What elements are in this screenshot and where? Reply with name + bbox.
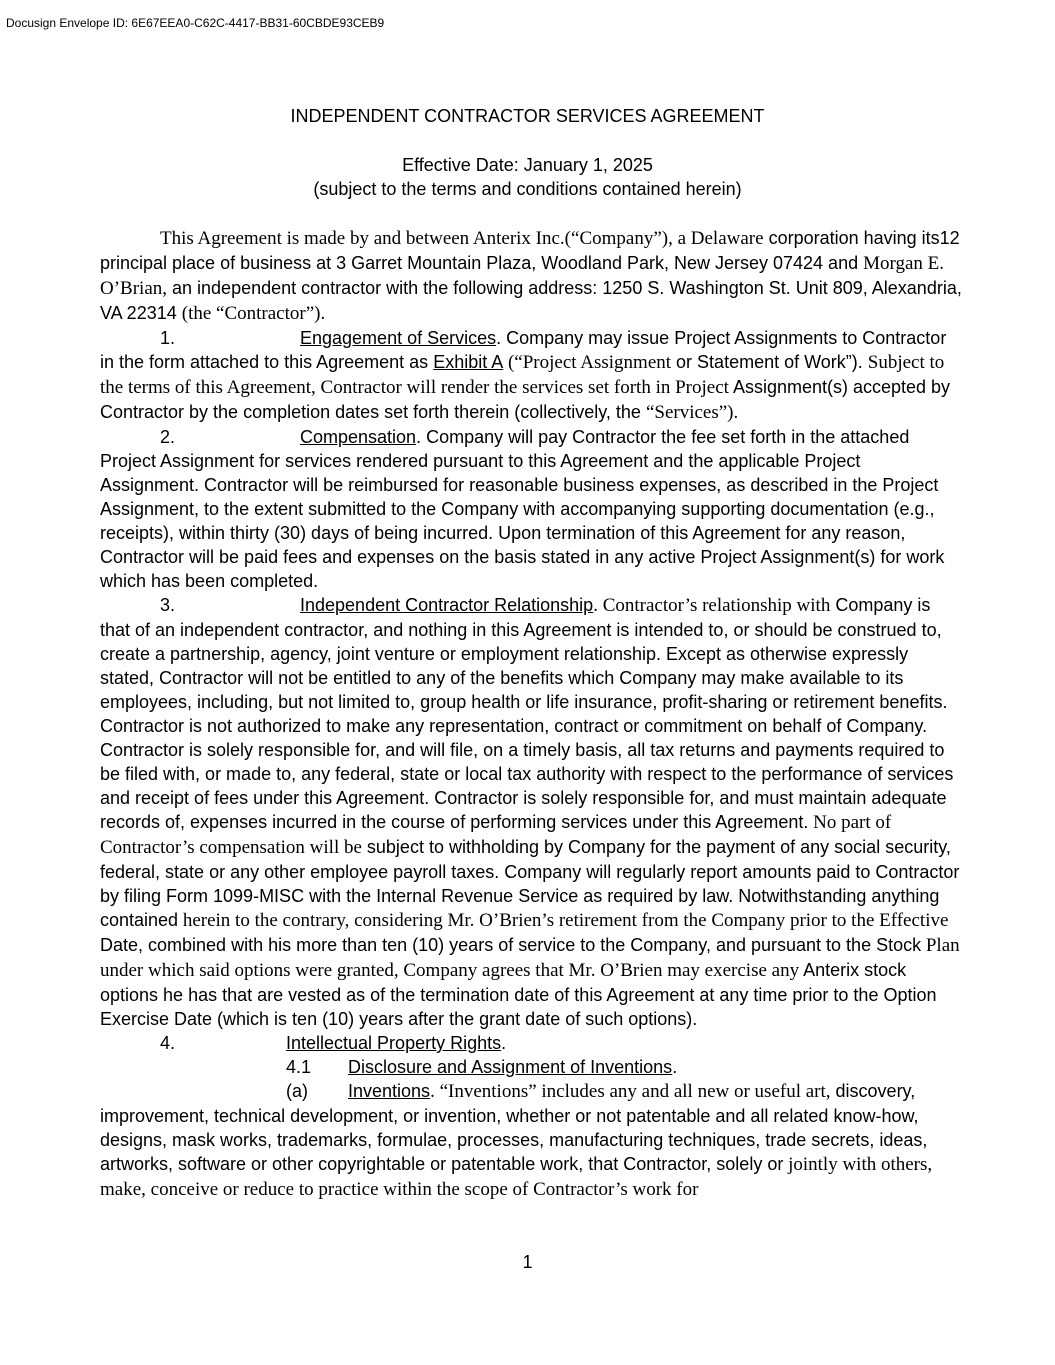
section-3-text-b: subject to withholding by Company for the payment of any social security, federal, state or any other employee payroll taxes. Company will regularly report amounts paid to Contractor by filing Form 1099-MISC with the Internal Revenue Service as required by law. Notwithstanding anything contained	[100, 837, 960, 930]
section-1	[100, 326, 962, 425]
section-4-1-a	[100, 1079, 962, 1202]
section-3-serif-a: . Contractor’s relationship with	[593, 595, 831, 616]
section-1-text-c: Assignment(s) accepted by Contractor by the completion dates set forth therein (collectively, the	[100, 377, 951, 422]
section-1-number: 1.	[160, 328, 176, 348]
section-4-heading-line	[100, 1031, 962, 1055]
section-1-serif-a: (“Project Assignment	[503, 352, 672, 373]
section-3-text-a: Company is that of an independent contractor, and nothing in this Agreement is intended to, or should be construed to, create a partnership, agency, joint venture or employment relationship. Except as otherwise expressly stated, Contractor will not be entitled to any of the benefits which Company may make available to its employees, including, but not limited to, group health or life insurance, profit-sharing or retirement benefits. Contractor is not authorized to make any representation, contract or commitment on behalf of Company. Contractor is solely responsible for, and will file, on a timely basis, all tax returns and payments required to be filed with, or made to, any federal, state or local tax authority with respect to the performance of services and receipt of fees under this Agreement. Contractor is solely responsible for, and must maintain adequate records of, expenses incurred in the course of performing services under this Agreement.	[100, 595, 954, 832]
effective-date-block	[0, 153, 1055, 201]
section-1-serif-c: “Services”).	[645, 402, 739, 423]
section-1-serif-b: Subject to the terms of this Agreement, Contractor will render the services set forth in Project	[100, 352, 945, 398]
section-4-1-a-heading: Inventions	[348, 1081, 431, 1101]
section-3	[100, 593, 962, 1031]
agreement-body	[100, 226, 962, 1202]
exhibit-a-reference: Exhibit A	[433, 352, 504, 372]
section-2-number: 2.	[160, 427, 176, 447]
section-1-heading: Engagement of Services	[300, 328, 497, 348]
section-4-1-a-serif-b: jointly with others, make, conceive or reduce to practice within the scope of Contractor’s work for	[100, 1154, 933, 1200]
intro-text-a: corporation having its12 principal place of business at 3 Garret Mountain Plaza, Woodland Park, New Jersey 07424 and	[100, 228, 960, 273]
section-4-1-a-serif-a: . “Inventions” includes any and all new or useful art,	[430, 1081, 831, 1102]
section-2-heading: Compensation	[300, 427, 417, 447]
section-4-period: .	[501, 1033, 507, 1053]
section-4-1-heading-line	[100, 1055, 962, 1079]
intro-text-b: an independent contractor with the following address: 1250 S. Washington St. Unit 809, Alexandria, VA 22314	[100, 278, 962, 323]
section-4-1-period: .	[672, 1057, 678, 1077]
effective-date: Effective Date: January 1, 2025	[402, 155, 653, 175]
section-3-text-c: Date, combined with his more than ten (10) years of service to the Company, and pursuant to the Stock	[100, 935, 922, 955]
section-4-number: 4.	[160, 1033, 176, 1053]
section-4-1-a-text-a: discovery, improvement, technical development, or invention, whether or not patentable and all related know-how, designs, mask works, trademarks, formulae, processes, manufacturing techniques, trade secrets, ideas, artworks, software or other copyrightable or patentable work, that Contractor, solely or	[100, 1081, 928, 1174]
section-3-text-d: Anterix stock options he has that are vested as of the termination date of this Agreement at any time prior to the Option Exercise Date (which is ten (10) years after the grant date of such options).	[100, 960, 937, 1029]
section-4-1-a-label: (a)	[286, 1081, 308, 1101]
section-2	[100, 425, 962, 593]
intro-contractor-name: Morgan E. O’Brian,	[100, 253, 945, 299]
section-3-serif-c: herein to the contrary, considering Mr. O’Brien’s retirement from the Company prior to the Effective	[178, 910, 949, 931]
section-3-serif-d: Plan under which said options were granted, Company agrees that Mr. O’Brien may exercise any	[100, 935, 960, 981]
page-number: 1	[522, 1252, 533, 1272]
section-4-1-heading: Disclosure and Assignment of Inventions	[348, 1057, 673, 1077]
intro-serif-end: (the “Contractor”).	[181, 303, 326, 324]
intro-paragraph	[100, 226, 962, 326]
section-3-number: 3.	[160, 595, 176, 615]
section-4-1-number: 4.1	[286, 1057, 312, 1077]
section-3-heading: Independent Contractor Relationship	[300, 595, 594, 615]
subject-line: (subject to the terms and conditions contained herein)	[313, 179, 742, 199]
section-1-text-b: or Statement of Work”).	[671, 352, 868, 372]
section-3-serif-b: No part of Contractor’s compensation will be	[100, 812, 892, 858]
document-title: INDEPENDENT CONTRACTOR SERVICES AGREEMENT	[290, 106, 765, 126]
section-2-text: . Company will pay Contractor the fee set forth in the attached Project Assignment for services rendered pursuant to this Agreement and the applicable Project Assignment. Contractor will be reimbursed for reasonable business expenses, as described in the Project Assignment, to the extent submitted to the Company with accompanying supporting documentation (e.g., receipts), within thirty (30) days of being incurred. Upon termination of this Agreement for any reason, Contractor will be paid fees and expenses on the basis stated in any active Project Assignment(s) for work which has been completed.	[100, 427, 945, 591]
section-1-text-a: . Company may issue Project Assignments to Contractor in the form attached to this Agreement as	[100, 328, 947, 372]
docusign-envelope-id: Docusign Envelope ID: 6E67EEA0-C62C-4417-BB31-60CBDE93CEB9	[6, 16, 385, 30]
section-4-heading: Intellectual Property Rights	[286, 1033, 502, 1053]
intro-serif-start: This Agreement is made by and between Anterix Inc.(“Company”), a Delaware	[160, 228, 764, 249]
